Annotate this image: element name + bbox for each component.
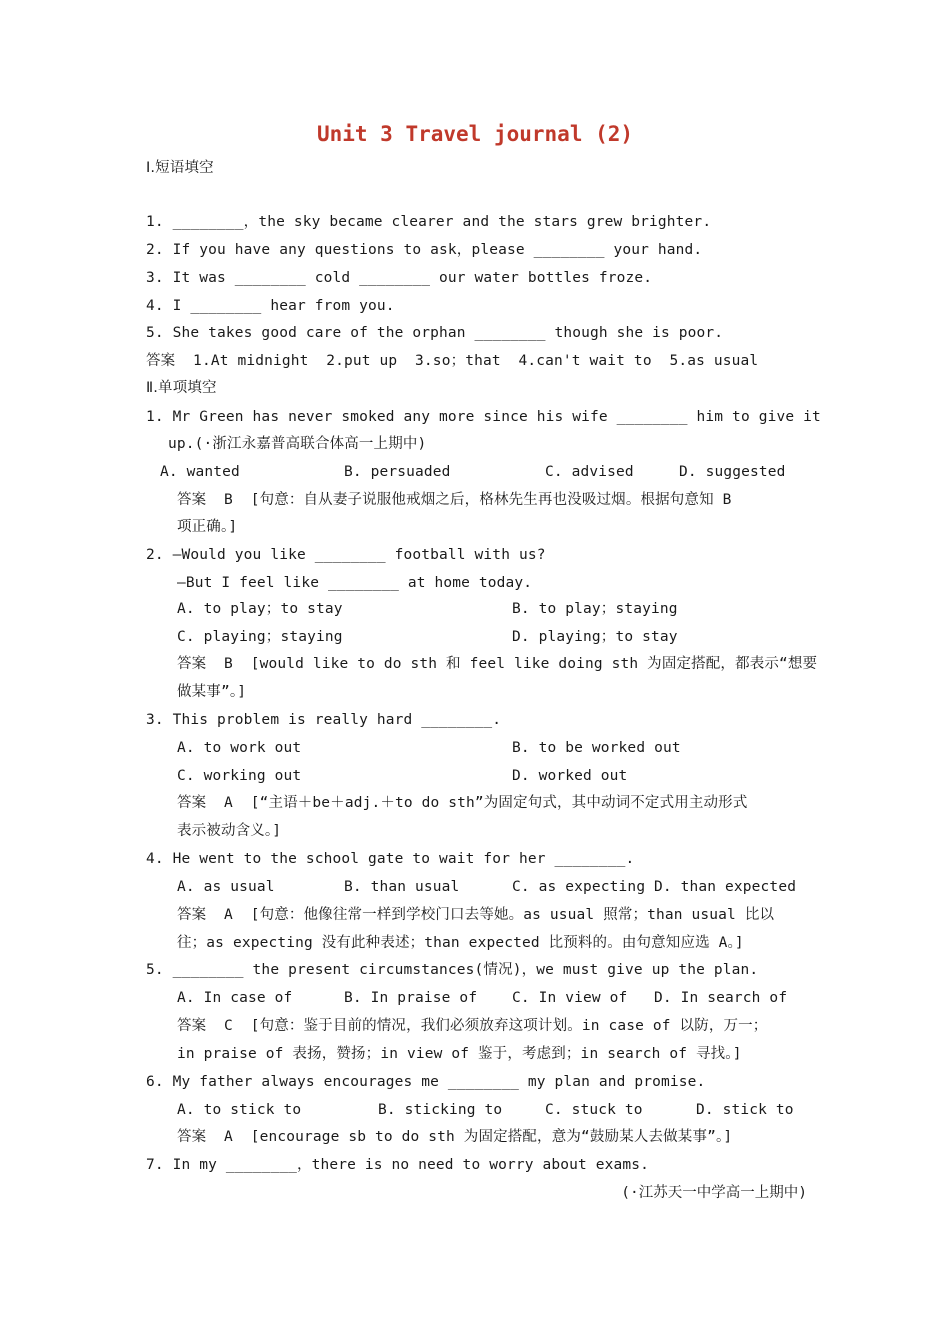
section-heading-single-choice: Ⅱ.单项填空 xyxy=(146,380,217,396)
question-2-line-1: 2. —Would you like ________ football with us? xyxy=(146,547,546,563)
question-2-answer-line-2: 做某事”。] xyxy=(177,684,247,700)
question-2-option-a: A. to play；to stay xyxy=(177,601,343,617)
question-2-option-c: C. playing；staying xyxy=(177,629,343,645)
question-5-answer-line-2: in praise of 表扬，赞扬；in view of 鉴于，考虑到；in search of 寻找。] xyxy=(177,1046,742,1062)
question-7-source: (·江苏天一中学高一上期中) xyxy=(621,1185,807,1201)
question-6-option-d: D. stick to xyxy=(696,1102,794,1118)
question-6-option-c: C. stuck to xyxy=(545,1102,643,1118)
question-4-answer-line-2: 往；as expecting 没有此种表述；than expected 比预料的。由句意知应选 A。] xyxy=(177,935,744,951)
question-3-answer-line-2: 表示被动含义。] xyxy=(177,823,282,839)
question-4-option-a: A. as usual xyxy=(177,879,275,895)
question-3-option-d: D. worked out xyxy=(512,768,628,784)
phrase-item-5: 5. She takes good care of the orphan ________ though she is poor. xyxy=(146,325,724,341)
question-4-option-c: C. as expecting xyxy=(512,879,646,895)
question-6-option-a: A. to stick to xyxy=(177,1102,302,1118)
question-4-line-1: 4. He went to the school gate to wait for her ________. xyxy=(146,851,635,867)
question-3-option-a: A. to work out xyxy=(177,740,302,756)
question-3-option-c: C. working out xyxy=(177,768,302,784)
question-1-option-b: B. persuaded xyxy=(344,464,451,480)
question-4-answer-line-1: 答案 A [句意：他像往常一样到学校门口去等她。as usual 照常；than usual 比以 xyxy=(177,907,775,923)
question-4-option-d: D. than expected xyxy=(654,879,797,895)
question-1-option-d: D. suggested xyxy=(679,464,786,480)
question-3-answer-line-1: 答案 A [“主语＋be＋adj.＋to do sth”为固定句式，其中动词不定式用主动形式 xyxy=(177,795,748,811)
page-title: Unit 3 Travel journal (2) xyxy=(316,122,634,146)
question-6-answer-line-1: 答案 A [encourage sb to do sth 为固定搭配，意为“鼓励某人去做某事”。] xyxy=(177,1129,733,1145)
question-6-option-b: B. sticking to xyxy=(378,1102,503,1118)
question-1-answer-line-1: 答案 B [句意：自从妻子说服他戒烟之后，格林先生再也没吸过烟。根据句意知 B xyxy=(177,492,732,508)
phrase-item-4: 4. I ________ hear from you. xyxy=(146,298,395,314)
question-5-answer-line-1: 答案 C [句意：鉴于目前的情况，我们必须放弃这项计划。in case of 以防，万一； xyxy=(177,1018,768,1034)
question-5-option-d: D. In search of xyxy=(654,990,788,1006)
question-1-option-c: C. advised xyxy=(545,464,634,480)
question-5-line-1: 5. ________ the present circumstances(情况)，we must give up the plan. xyxy=(146,962,759,978)
question-1-answer-line-2: 项正确。] xyxy=(177,519,238,535)
question-1-line-2: up.(·浙江永嘉普高联合体高一上期中) xyxy=(168,436,427,452)
phrase-item-3: 3. It was ________ cold ________ our water bottles froze. xyxy=(146,270,653,286)
question-5-option-c: C. In view of xyxy=(512,990,628,1006)
question-4-option-b: B. than usual xyxy=(344,879,460,895)
phrase-item-2: 2. If you have any questions to ask，please ________ your hand. xyxy=(146,242,703,258)
section-heading-phrases: Ⅰ.短语填空 xyxy=(146,160,214,176)
phrase-item-1: 1. ________，the sky became clearer and the stars grew brighter. xyxy=(146,214,712,230)
question-1-line-1: 1. Mr Green has never smoked any more since his wife ________ him to give it xyxy=(146,409,821,425)
question-2-answer-line-1: 答案 B [would like to do sth 和 feel like doing sth 为固定搭配，都表示“想要 xyxy=(177,656,818,672)
question-3-option-b: B. to be worked out xyxy=(512,740,681,756)
question-2-option-b: B. to play；staying xyxy=(512,601,678,617)
question-3-line-1: 3. This problem is really hard ________. xyxy=(146,712,502,728)
question-5-option-b: B. In praise of xyxy=(344,990,478,1006)
question-2-line-2: —But I feel like ________ at home today. xyxy=(177,575,533,591)
question-5-option-a: A. In case of xyxy=(177,990,293,1006)
question-6-line-1: 6. My father always encourages me ________ my plan and promise. xyxy=(146,1074,706,1090)
question-2-option-d: D. playing；to stay xyxy=(512,629,678,645)
question-7-line-1: 7. In my ________，there is no need to worry about exams. xyxy=(146,1157,650,1173)
question-1-option-a: A. wanted xyxy=(160,464,240,480)
phrase-answer: 答案 1.At midnight 2.put up 3.so；that 4.can't wait to 5.as usual xyxy=(146,353,759,369)
